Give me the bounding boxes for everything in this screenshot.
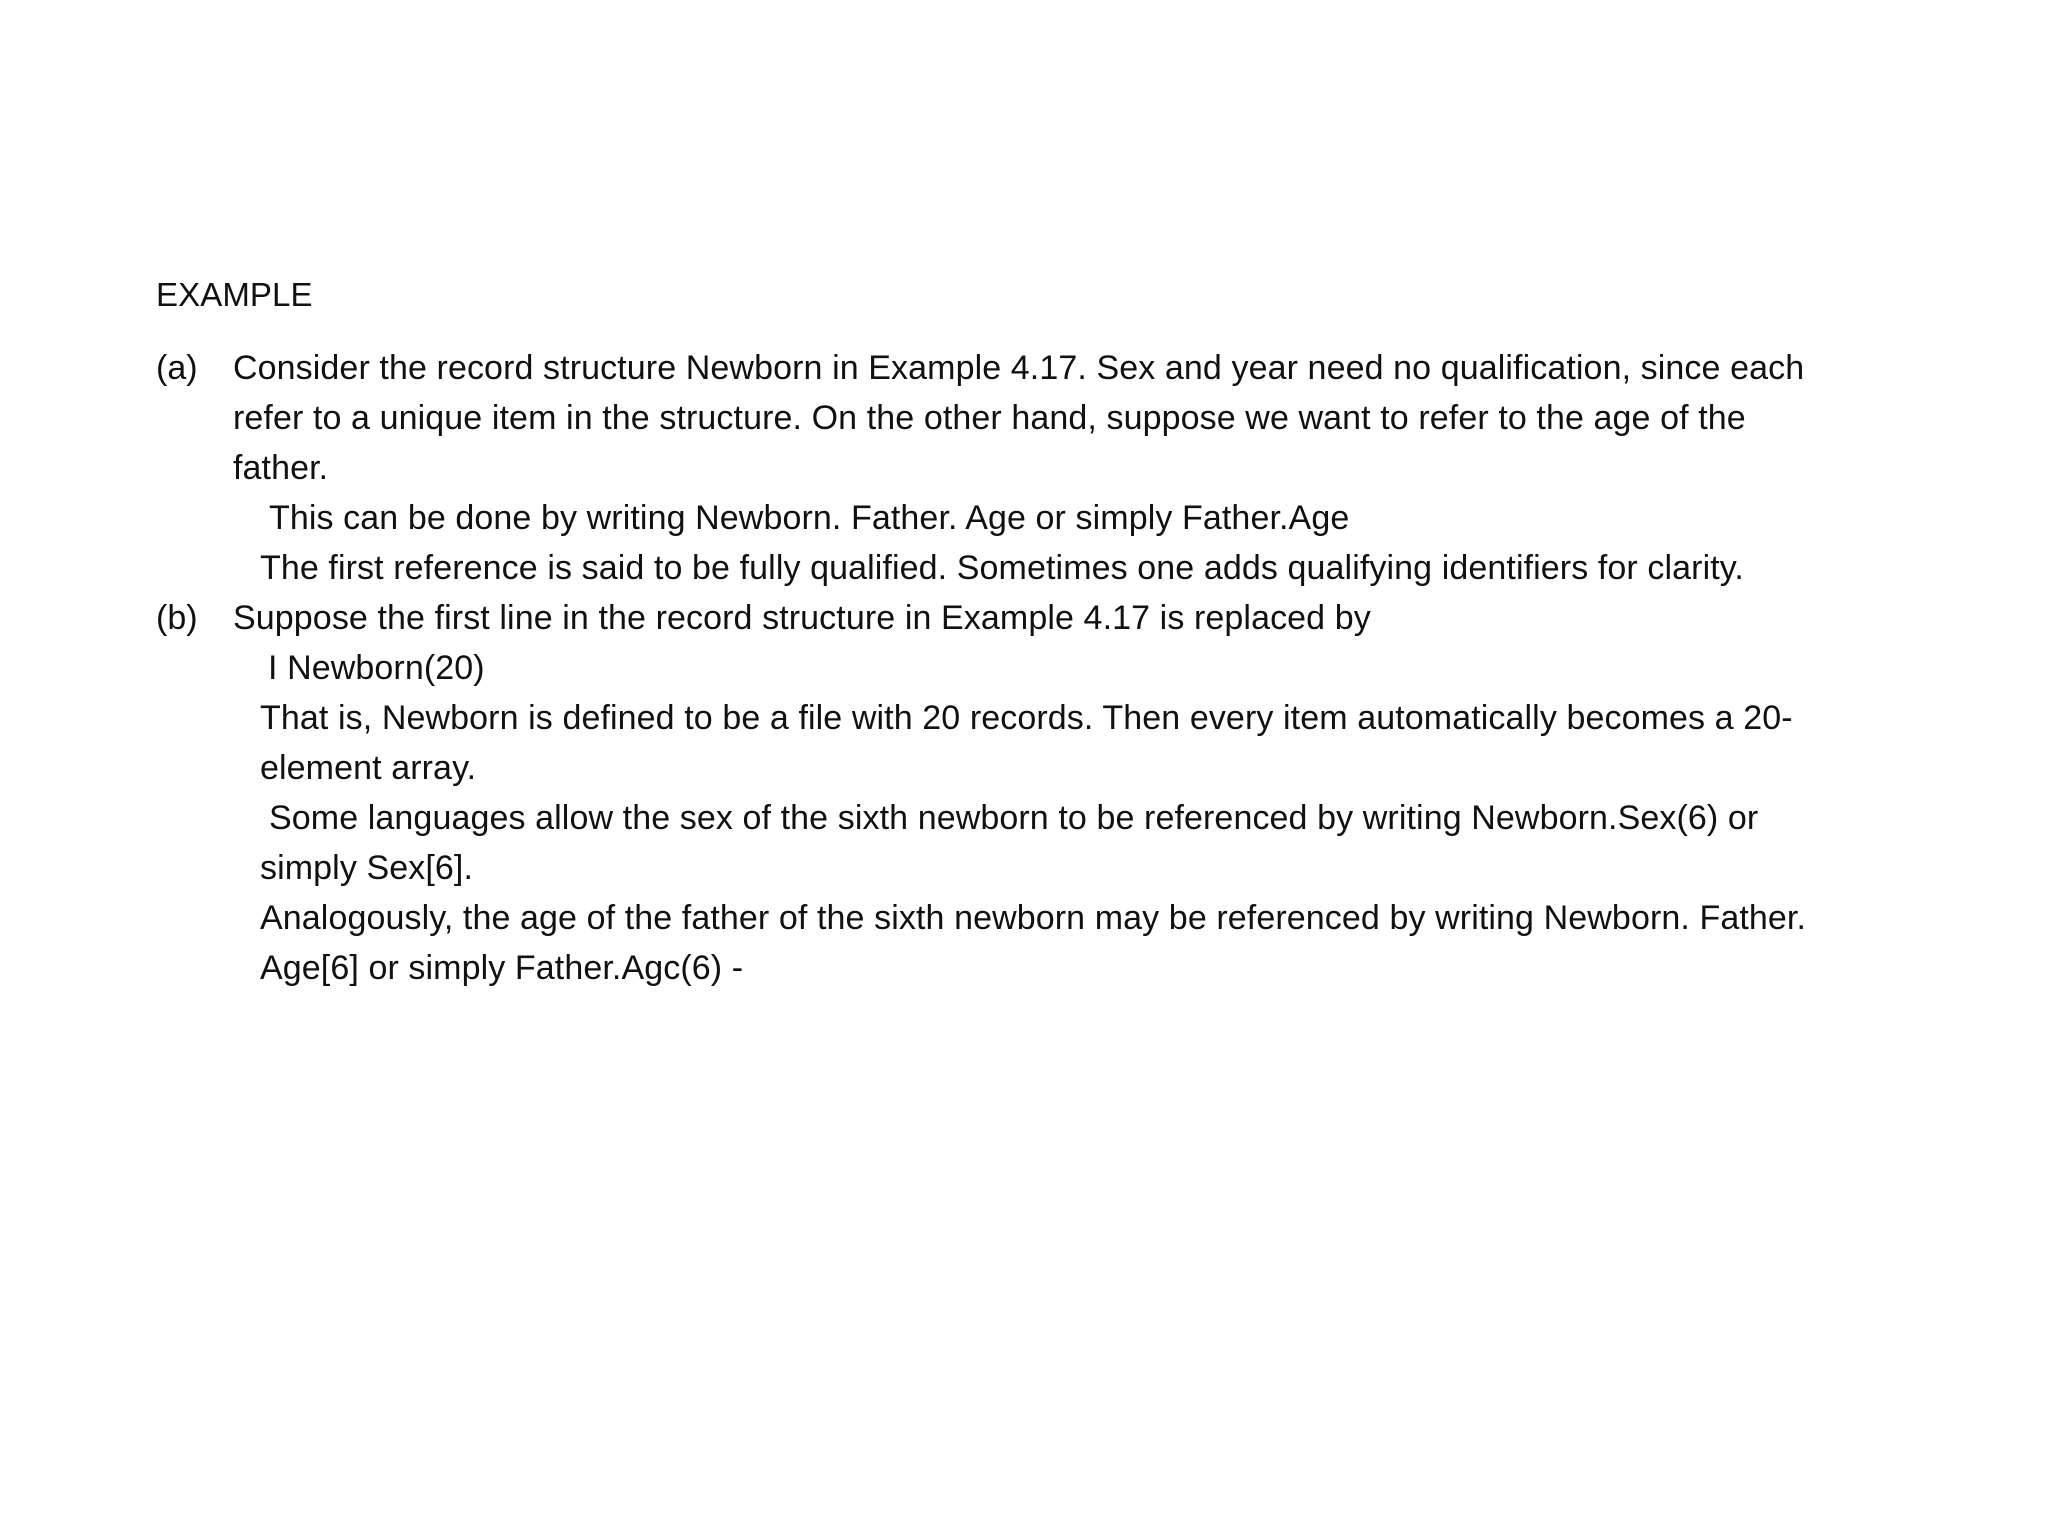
- item-a-line-4: This can be done by writing Newborn. Father. Age or simply Father.Age: [269, 499, 1350, 537]
- item-b-line-2: I Newborn(20): [268, 649, 485, 687]
- item-a-line-3: father.: [233, 449, 329, 487]
- item-b-line-5: Some languages allow the sex of the sixth newborn to be referenced by writing Newborn.Sex(6) or: [269, 799, 1759, 837]
- item-b-line-6: simply Sex[6].: [260, 849, 474, 887]
- item-b-marker: (b): [156, 599, 198, 637]
- item-b-line-7: Analogously, the age of the father of the sixth newborn may be referenced by writing Newborn. Father.: [260, 899, 1807, 937]
- item-a-line-5: The first reference is said to be fully qualified. Sometimes one adds qualifying identifiers for clarity.: [260, 549, 1744, 587]
- item-b-line-4: element array.: [260, 749, 477, 787]
- item-b-line-1: Suppose the first line in the record structure in Example 4.17 is replaced by: [233, 599, 1371, 637]
- item-a-marker: (a): [156, 349, 198, 387]
- item-a-line-1: Consider the record structure Newborn in Example 4.17. Sex and year need no qualification, since each: [233, 349, 1805, 387]
- item-b-line-3: That is, Newborn is defined to be a file with 20 records. Then every item automatically becomes a 20-: [260, 699, 1793, 737]
- example-heading: EXAMPLE: [156, 276, 313, 313]
- item-b-line-8: Age[6] or simply Father.Agc(6) -: [260, 949, 744, 987]
- item-a-line-2: refer to a unique item in the structure. On the other hand, suppose we want to refer to the age of the: [233, 399, 1746, 437]
